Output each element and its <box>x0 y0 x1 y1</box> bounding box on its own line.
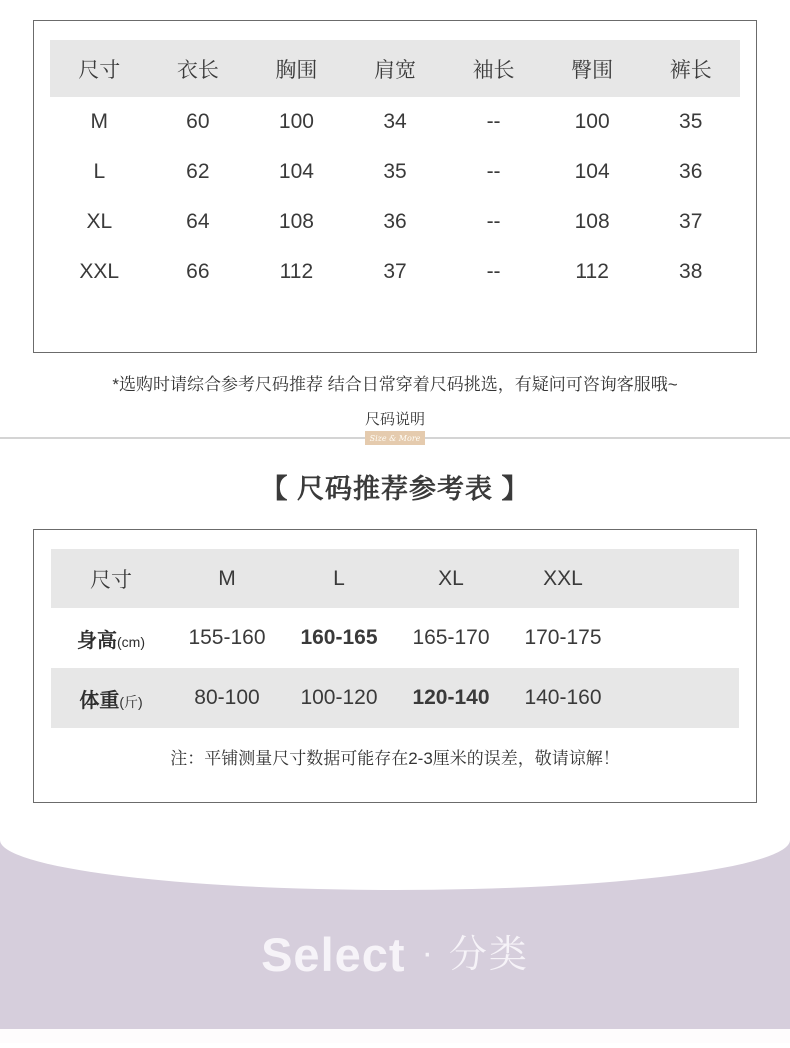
cell: -- <box>486 160 501 183</box>
recommend-header-row <box>51 549 739 608</box>
height-row <box>51 608 739 668</box>
measurement-tolerance-note: 注：平铺测量尺寸数据可能存在2-3厘米的误差，敬请谅解！ <box>170 749 620 768</box>
table-row <box>50 247 740 297</box>
cell: 36 <box>383 210 407 233</box>
bottom-strip <box>0 1029 790 1043</box>
cell: 34 <box>383 110 407 133</box>
cell: 36 <box>679 160 703 183</box>
brand-word: Select <box>261 928 406 981</box>
col-xxl: XXL <box>543 566 583 590</box>
cell: 64 <box>186 210 210 233</box>
weight-row <box>51 668 739 728</box>
table-row <box>50 197 740 247</box>
cell: XL <box>86 210 113 233</box>
col-size: 尺寸 <box>78 58 121 82</box>
col-clothing-length: 衣长 <box>176 58 219 82</box>
cell: 100-120 <box>300 686 378 709</box>
cell: 35 <box>383 160 407 183</box>
col-pants-length: 裤长 <box>669 58 712 82</box>
cell: 120-140 <box>412 686 490 709</box>
cell: -- <box>486 110 501 133</box>
cell: 37 <box>383 260 407 283</box>
category-banner <box>0 803 790 1029</box>
separator-dot: · <box>421 934 433 972</box>
cell: 104 <box>278 160 314 183</box>
category-word: 分类 <box>448 934 529 976</box>
cell: 80-100 <box>194 686 260 709</box>
col-bust: 胸围 <box>275 58 318 82</box>
cell: 66 <box>186 260 210 283</box>
size-note-label: 尺码说明 <box>364 411 425 428</box>
cell: 165-170 <box>412 626 490 649</box>
cell: 100 <box>574 110 610 133</box>
cell: 100 <box>278 110 314 133</box>
cell: -- <box>486 210 501 233</box>
cell: -- <box>486 260 501 283</box>
size-chart-table <box>33 20 757 353</box>
cell: 140-160 <box>524 686 602 709</box>
row-label: 身高(cm) <box>77 629 145 652</box>
cell: 38 <box>679 260 703 283</box>
col-sleeve: 袖长 <box>472 58 515 82</box>
col-m: M <box>218 566 236 590</box>
col-size: 尺寸 <box>90 568 132 592</box>
col-l: L <box>333 566 345 590</box>
cell: 108 <box>278 210 314 233</box>
recommend-table <box>33 529 757 803</box>
category-banner-title <box>0 923 790 982</box>
white-curve-decoration <box>0 803 790 890</box>
cell: 112 <box>279 260 314 283</box>
table-row <box>50 97 740 147</box>
cell: XXL <box>79 260 120 283</box>
cell: 108 <box>574 210 610 233</box>
cell: 60 <box>186 110 210 133</box>
col-shoulder: 肩宽 <box>373 58 416 82</box>
cell: M <box>90 110 109 133</box>
recommend-table-title: 【 尺码推荐参考表 】 <box>260 474 530 504</box>
col-hip: 臀围 <box>571 58 614 82</box>
row-label: 体重(斤) <box>79 689 143 712</box>
table-row <box>50 147 740 197</box>
section-divider <box>0 430 790 445</box>
cell: 37 <box>679 210 703 233</box>
cell: 104 <box>574 160 610 183</box>
cell: 35 <box>679 110 703 133</box>
brand-ribbon-badge: Size & More <box>365 431 425 445</box>
cell: 155-160 <box>188 626 266 649</box>
cell: 170-175 <box>524 626 602 649</box>
purchase-advice-note: *选购时请综合参考尺码推荐 结合日常穿着尺码挑选，有疑问可咨询客服哦~ <box>112 375 678 394</box>
cell: 160-165 <box>300 626 378 649</box>
col-xl: XL <box>438 566 464 590</box>
cell: L <box>93 160 106 183</box>
size-chart-header-row <box>50 40 740 97</box>
cell: 112 <box>575 260 609 283</box>
cell: 62 <box>186 160 210 183</box>
